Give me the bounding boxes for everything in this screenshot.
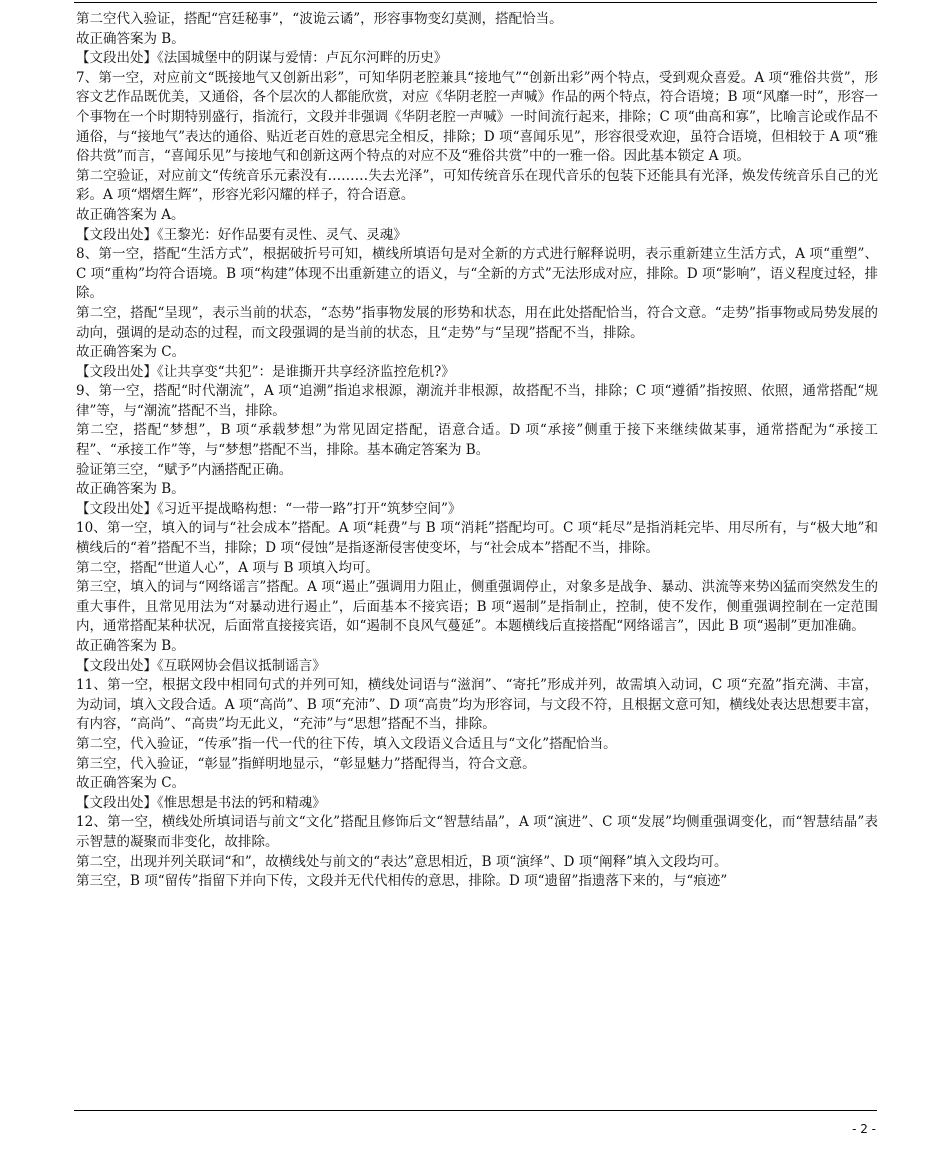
source-line: 【文段出处】《惟思想是书法的钙和精魂》 xyxy=(76,794,326,811)
paragraph: 第三空，B 项“留传”指留下并向下传，文段并无代代相传的意思，排除。D 项“遗留”指遗落下来的，与“痕迹” xyxy=(76,873,728,890)
paragraph: 第二空代入验证，搭配“宫廷秘事”，“波诡云谲”，形容事物变幻莫测，搭配恰当。 xyxy=(76,11,563,27)
source-line: 【文段出处】《让共享变“共犯”：是谁撕开共享经济监控危机?》 xyxy=(76,363,455,380)
question-11-explanation: 11、第一空，根据文段中相同句式的并列可知，横线处词语与“滋润”、“寄托”形成并列，故需填入动词，C 项“充盈”指充满、丰富，为动词，填入文段合适。A 项“高尚”、B 项“充沛”、D 项“高贵”均为形容词，与文段不符，且根据文意可知，横线处表达思想要丰富，有内容，“高尚”、“高贵”均无此义，“充沛”与“思想”搭配不当，排除。 xyxy=(76,677,878,733)
paragraph: 验证第三空，“赋予”内涵搭配正确。 xyxy=(76,461,293,478)
paragraph: 第三空，填入的词与“网络谣言”搭配。A 项“遏止”强调用力阻止，侧重强调停止，对象多是战争、暴动、洪流等来势凶猛而突然发生的重大事件，且常见用法为“对暴动进行遏止”，后面基本不接宾语；B 项“遏制”是指制止，控制，使不发作，侧重强调控制在一定范围内，通常搭配某种状况，后面常直接接宾语，如“遏制不良风气蔓延”。本题横线后直接搭配“网络谣言”，因此 B 项“遏制”更加准确。 xyxy=(76,579,878,635)
page-number: - 2 - xyxy=(852,1122,876,1136)
question-7-explanation: 7、第一空，对应前文“既接地气又创新出彩”，可知华阴老腔兼具“接地气”“创新出彩”两个特点，受到观众喜爱。A 项“雅俗共赏”，形容文艺作品既优美，又通俗，各个层次的人都能欣赏，对应《华阴老腔一声喊》作品的两个特点，符合语境；B 项“风靡一时”，形容一个事物在一个时期特别盛行，指流行，文段并非强调《华阴老腔一声喊》一时间流行起来，排除；C 项“曲高和寡”，比喻言论或作品不通俗，与“接地气”表达的通俗、贴近老百姓的意思完全相反，排除；D 项“喜闻乐见”，形容很受欢迎，虽符合语境，但相较于 A 项“雅俗共赏”而言，“喜闻乐见”与接地气和创新这两个特点的对应不及“雅俗共赏”中的一雅一俗。因此基本锁定 A 项。 xyxy=(76,69,878,165)
source-line: 【文段出处】《王黎光：好作品要有灵性、灵气、灵魂》 xyxy=(76,226,407,243)
source-line: 【文段出处】《互联网协会倡议抵制谣言》 xyxy=(76,657,326,674)
answer-line: 故正确答案为 C。 xyxy=(76,775,186,792)
question-8-explanation: 8、第一空，搭配“生活方式”，根据破折号可知，横线所填语句是对全新的方式进行解释说明，表示重新建立生活方式，A 项“重塑”、C 项“重构”均符合语境。B 项“构建”体现不出重新建立的语义，与“全新的方式”无法形成对应，排除。D 项“影响”，语义程度过轻，排除。 xyxy=(76,246,878,302)
answer-line: 故正确答案为 B。 xyxy=(76,30,185,47)
paragraph: 第二空，搭配“梦想”，B 项“承载梦想”为常见固定搭配，语意合适。D 项“承接”侧重于接下来继续做某事，通常搭配为“承接工程”、“承接工作”等，与“梦想”搭配不当，排除。基本确定答案为 B。 xyxy=(76,422,878,459)
answer-line: 故正确答案为 B。 xyxy=(76,638,185,654)
source-line: 【文段出处】《习近平提战略构想：“一带一路”打开“筑梦空间”》 xyxy=(76,500,462,517)
question-10-explanation: 10、第一空，填入的词与“社会成本”搭配。A 项“耗费”与 B 项“消耗”搭配均可。C 项“耗尽”是指消耗完毕、用尽所有，与“极大地”和横线后的“着”搭配不当，排除；D 项“侵蚀”是指逐渐侵害使变坏，与“社会成本”搭配不当，排除。 xyxy=(76,520,878,557)
top-divider xyxy=(74,2,877,3)
question-12-explanation: 12、第一空，横线处所填词语与前文“文化”搭配且修饰后文“智慧结晶”，A 项“演进”、C 项“发展”均侧重强调变化，而“智慧结晶”表示智慧的凝聚而非变化，故排除。 xyxy=(76,814,878,850)
paragraph: 第二空，搭配“呈现”，表示当前的状态，“态势”指事物发展的形势和状态，用在此处搭配恰当，符合文意。“走势”指事物或局势发展的动向，强调的是动态的过程，而文段强调的是当前的状态，且“走势”与“呈现”搭配不当，排除。 xyxy=(76,304,878,341)
answer-explanation-body xyxy=(76,10,878,892)
paragraph: 第二空，搭配“世道人心”，A 项与 B 项填入均可。 xyxy=(76,559,379,576)
paragraph: 第二空，代入验证，“传承”指一代一代的往下传，填入文段语义合适且与“文化”搭配恰当。 xyxy=(76,735,617,752)
answer-line: 故正确答案为 A。 xyxy=(76,206,185,223)
question-9-explanation: 9、第一空，搭配“时代潮流”，A 项“追溯”指追求根源，潮流并非根源，故搭配不当，排除；C 项“遵循”指按照、依照，通常搭配“规律”等，与“潮流”搭配不当，排除。 xyxy=(76,383,878,419)
bottom-divider xyxy=(74,1110,877,1111)
source-line: 【文段出处】《法国城堡中的阴谋与爱情：卢瓦尔河畔的历史》 xyxy=(76,50,448,67)
paragraph: 第二空，出现并列关联词“和”，故横线处与前文的“表达”意思相近，B 项“演绎”、D 项“阐释”填入文段均可。 xyxy=(76,853,728,870)
paragraph: 第二空验证，对应前文“传统音乐元素没有………失去光泽”，可知传统音乐在现代音乐的包装下还能具有光泽，焕发传统音乐自己的光彩。A 项“熠熠生辉”，形容光彩闪耀的样子，符合语意。 xyxy=(76,167,878,204)
answer-line: 故正确答案为 B。 xyxy=(76,481,185,498)
paragraph: 第三空，代入验证，“彰显”指鲜明地显示，“彰显魅力”搭配得当，符合文意。 xyxy=(76,755,536,772)
answer-line: 故正确答案为 C。 xyxy=(76,344,186,361)
